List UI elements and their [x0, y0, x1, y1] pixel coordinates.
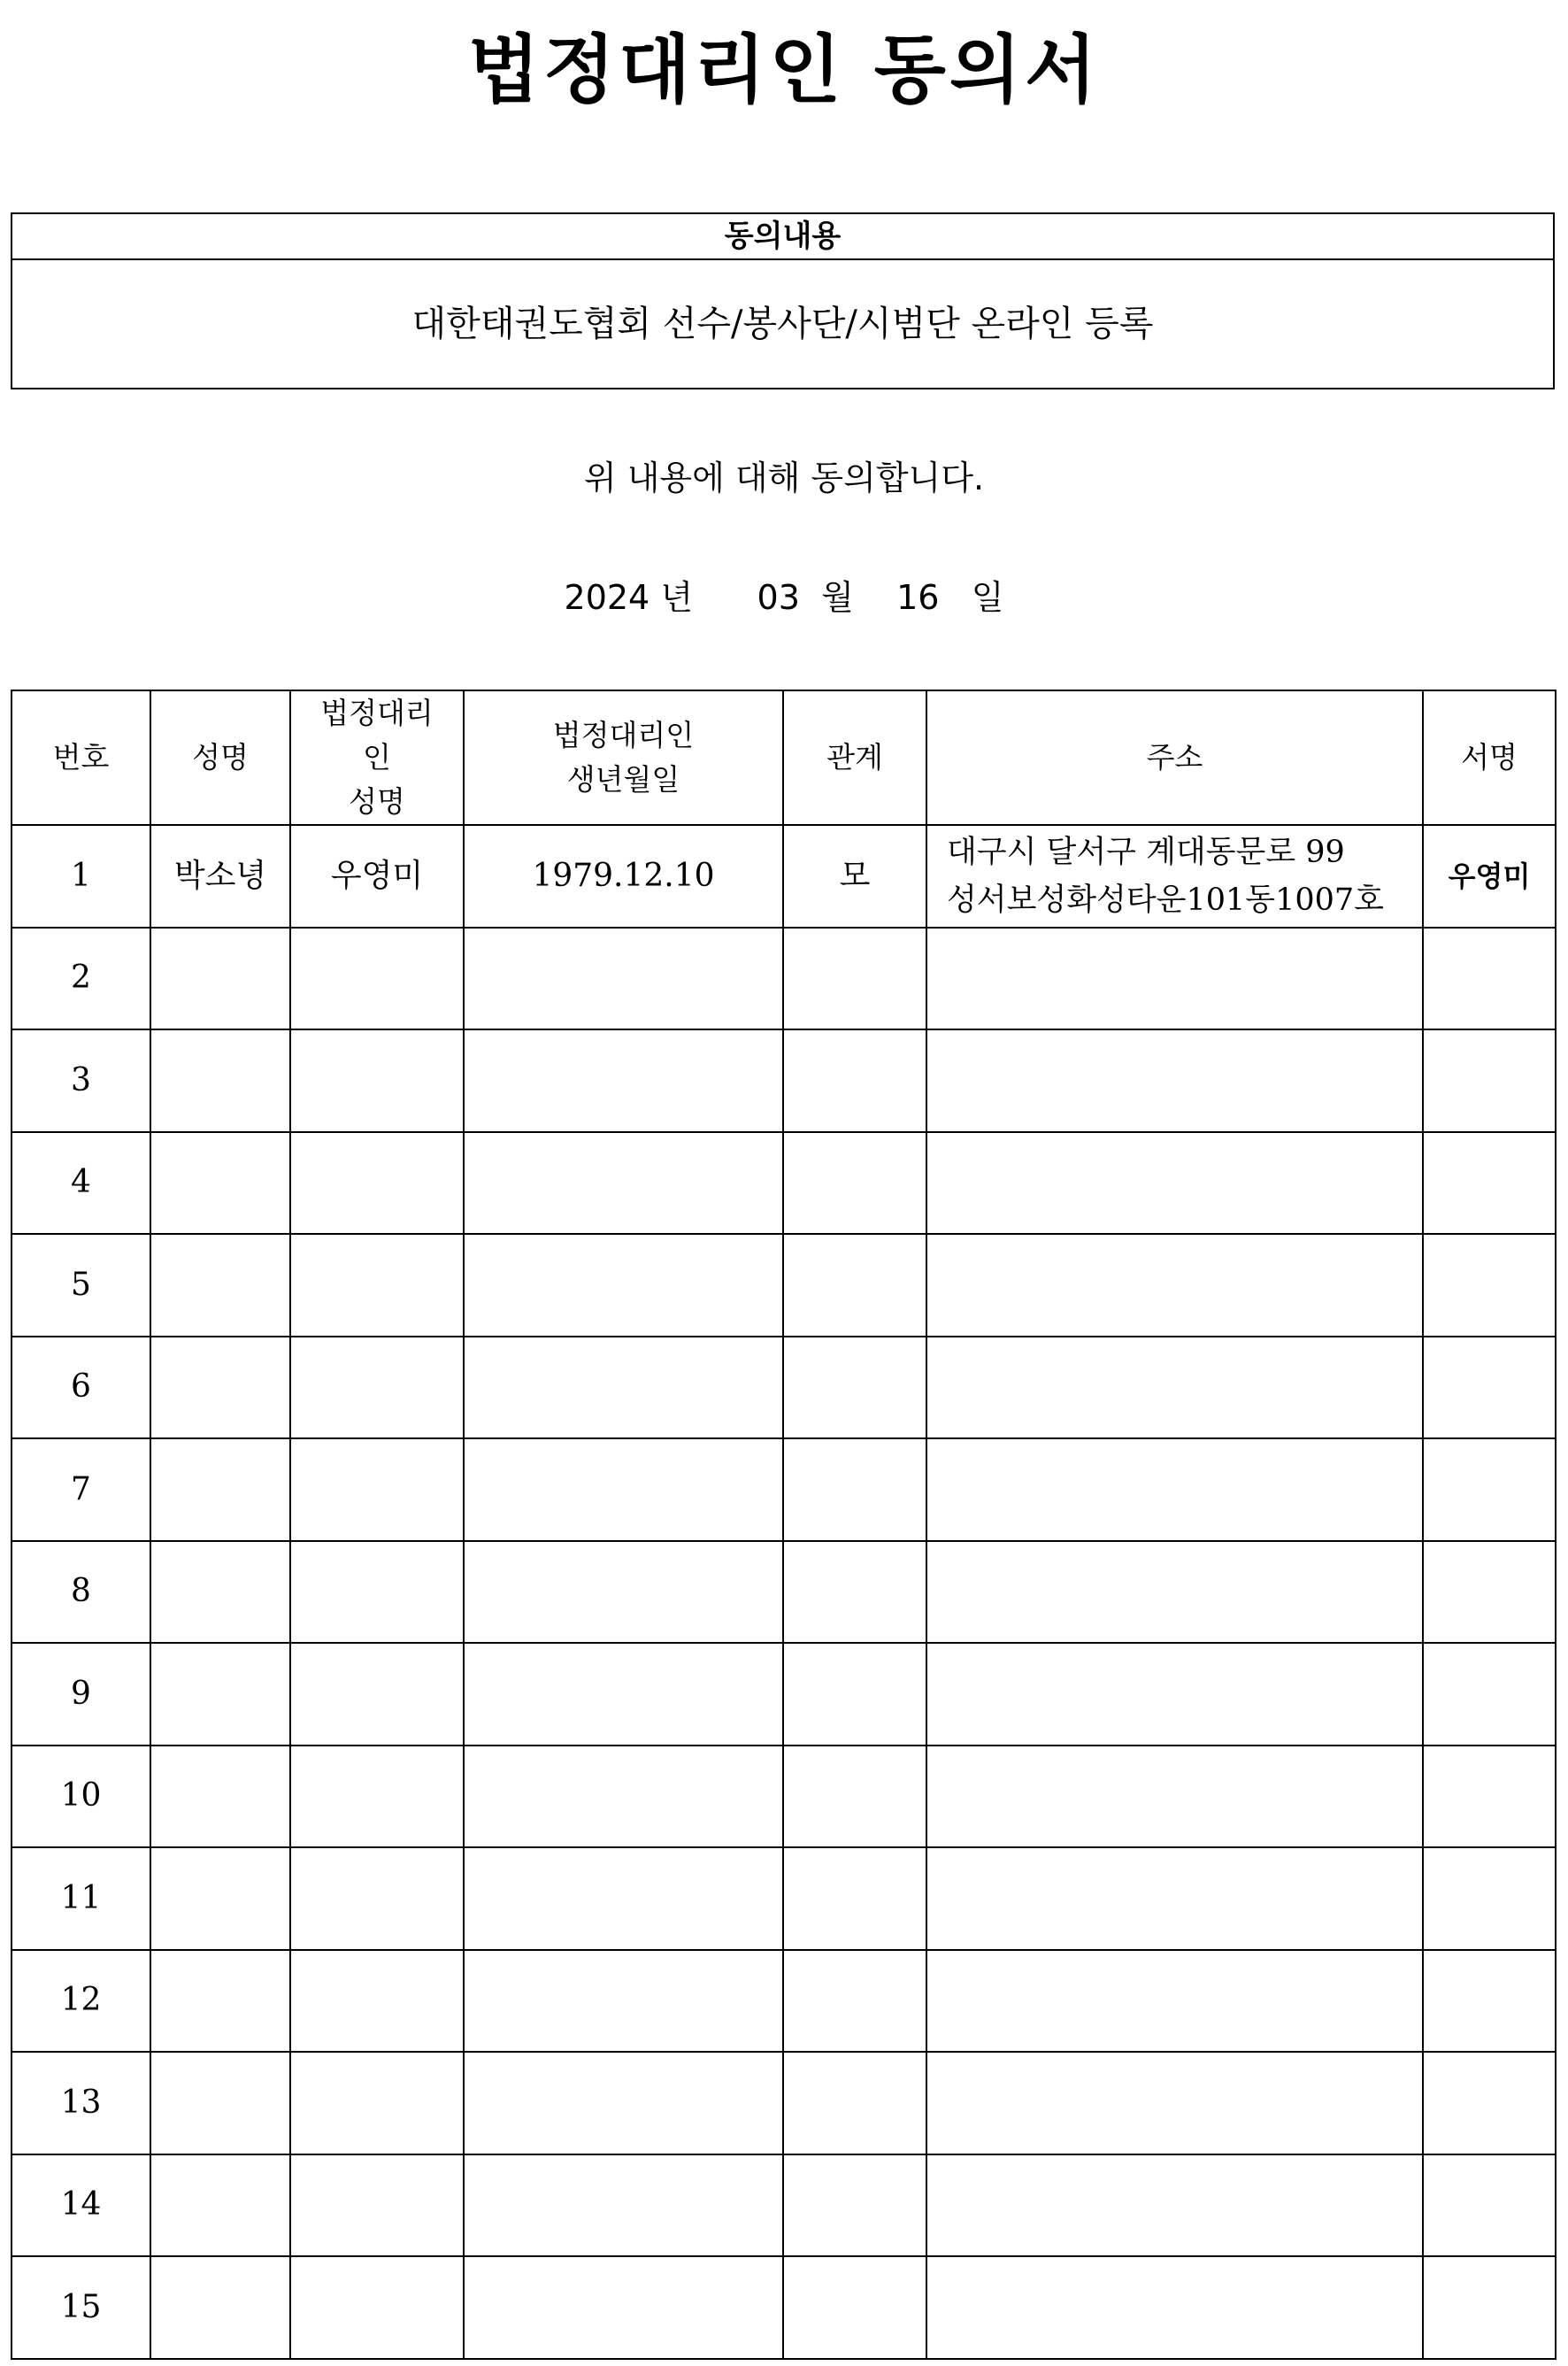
cell-guardian-name — [290, 928, 464, 1030]
cell-address — [926, 1643, 1423, 1746]
header-name: 성명 — [150, 690, 290, 825]
date-month: 03 — [757, 578, 800, 617]
cell-name — [150, 2154, 290, 2257]
cell-signature — [1423, 1234, 1556, 1337]
cell-relation — [783, 1847, 926, 1950]
cell-signature — [1423, 1132, 1556, 1235]
header-no: 번호 — [12, 690, 150, 825]
cell-address — [926, 2154, 1423, 2257]
date-day-unit: 일 — [971, 578, 1004, 617]
cell-name — [150, 1337, 290, 1439]
table-row — [12, 2256, 1556, 2359]
header-guardian-birth-line1: 법정대리인 — [552, 718, 695, 752]
date-month-unit: 월 — [821, 578, 854, 617]
cell-address — [926, 1234, 1423, 1337]
cell-name — [150, 1643, 290, 1746]
header-relation: 관계 — [783, 690, 926, 825]
cell-name — [150, 2052, 290, 2154]
header-address: 주소 — [926, 690, 1423, 825]
cell-guardian-name — [290, 1643, 464, 1746]
cell-guardian-name — [290, 1029, 464, 1132]
guardian-table — [11, 690, 1556, 2360]
table-row — [12, 1337, 1556, 1439]
cell-relation — [783, 1950, 926, 2053]
cell-address — [926, 1950, 1423, 2053]
cell-name — [150, 1541, 290, 1644]
cell-no: 7 — [12, 1438, 150, 1541]
cell-relation — [783, 2256, 926, 2359]
cell-guardian-name — [290, 1950, 464, 2053]
table-row — [12, 1541, 1556, 1644]
table-row — [12, 1950, 1556, 2053]
cell-guardian-birth — [464, 1438, 783, 1541]
cell-relation: 모 — [783, 825, 926, 928]
cell-no: 10 — [12, 1746, 150, 1848]
cell-guardian-name — [290, 2154, 464, 2257]
cell-no: 14 — [12, 2154, 150, 2257]
agreement-text: 위 내용에 대해 동의합니다. — [583, 459, 985, 497]
cell-guardian-birth — [464, 1132, 783, 1235]
date-day: 16 — [896, 578, 940, 617]
cell-address — [926, 1746, 1423, 1848]
cell-guardian-birth — [464, 2154, 783, 2257]
table-row — [12, 1643, 1556, 1746]
cell-relation — [783, 1337, 926, 1439]
cell-guardian-birth — [464, 2052, 783, 2154]
header-guardian-name-line2: 인 — [363, 740, 391, 775]
cell-guardian-name: 우영미 — [290, 825, 464, 928]
cell-name — [150, 2256, 290, 2359]
cell-name — [150, 928, 290, 1030]
cell-no: 8 — [12, 1541, 150, 1644]
cell-guardian-birth — [464, 1234, 783, 1337]
cell-guardian-birth — [464, 1950, 783, 2053]
cell-address-line1: 대구시 달서구 계대동문로 99 — [947, 834, 1345, 870]
cell-name — [150, 1438, 290, 1541]
cell-signature — [1423, 1029, 1556, 1132]
cell-no: 5 — [12, 1234, 150, 1337]
cell-no: 3 — [12, 1029, 150, 1132]
table-row — [12, 1234, 1556, 1337]
cell-guardian-birth — [464, 1847, 783, 1950]
cell-no: 1 — [12, 825, 150, 928]
cell-no: 12 — [12, 1950, 150, 2053]
cell-address — [926, 1337, 1423, 1439]
header-signature: 서명 — [1423, 690, 1556, 825]
cell-guardian-birth — [464, 1029, 783, 1132]
cell-signature — [1423, 2154, 1556, 2257]
cell-signature — [1423, 1541, 1556, 1644]
cell-signature — [1423, 1337, 1556, 1439]
cell-guardian-name — [290, 1847, 464, 1950]
cell-guardian-birth — [464, 1337, 783, 1439]
consent-box — [11, 212, 1555, 389]
cell-name — [150, 1029, 290, 1132]
cell-signature — [1423, 2052, 1556, 2154]
cell-guardian-name — [290, 2256, 464, 2359]
cell-address — [926, 1132, 1423, 1235]
header-guardian-name-line3: 성명 — [349, 784, 405, 819]
cell-relation — [783, 2154, 926, 2257]
cell-guardian-name — [290, 1337, 464, 1439]
consent-header: 동의내용 — [12, 214, 1553, 260]
cell-no: 2 — [12, 928, 150, 1030]
header-guardian-birth-line2: 생년월일 — [566, 762, 680, 797]
cell-no: 15 — [12, 2256, 150, 2359]
table-row — [12, 2154, 1556, 2257]
cell-signature: 우영미 — [1423, 825, 1556, 928]
cell-guardian-name — [290, 2052, 464, 2154]
cell-guardian-birth — [464, 2256, 783, 2359]
table-header-row — [12, 690, 1556, 825]
header-guardian-name — [290, 690, 464, 825]
cell-no: 9 — [12, 1643, 150, 1746]
cell-address — [926, 928, 1423, 1030]
table-body — [12, 825, 1556, 2359]
cell-name — [150, 1234, 290, 1337]
cell-no: 4 — [12, 1132, 150, 1235]
cell-address — [926, 1438, 1423, 1541]
consent-content: 대한태권도협회 선수/봉사단/시범단 온라인 등록 — [411, 304, 1154, 344]
cell-address — [926, 1847, 1423, 1950]
cell-guardian-birth — [464, 928, 783, 1030]
cell-name — [150, 1847, 290, 1950]
cell-address — [926, 1029, 1423, 1132]
cell-no: 13 — [12, 2052, 150, 2154]
header-guardian-birth — [464, 690, 783, 825]
date-year-unit: 년 — [660, 578, 694, 617]
cell-address — [926, 2052, 1423, 2154]
cell-relation — [783, 1029, 926, 1132]
cell-guardian-name — [290, 1541, 464, 1644]
cell-relation — [783, 1643, 926, 1746]
document-title: 법정대리인 동의서 — [467, 27, 1101, 113]
cell-guardian-name — [290, 1234, 464, 1337]
table-row — [12, 1029, 1556, 1132]
cell-guardian-name — [290, 1746, 464, 1848]
table-row — [12, 1847, 1556, 1950]
cell-signature — [1423, 1847, 1556, 1950]
header-guardian-name-line1: 법정대리 — [320, 696, 434, 730]
cell-name — [150, 1950, 290, 2053]
cell-address — [926, 825, 1423, 928]
cell-guardian-name — [290, 1132, 464, 1235]
cell-signature — [1423, 1950, 1556, 2053]
cell-no: 11 — [12, 1847, 150, 1950]
cell-relation — [783, 1438, 926, 1541]
cell-name — [150, 1746, 290, 1848]
cell-guardian-name — [290, 1438, 464, 1541]
cell-signature — [1423, 1643, 1556, 1746]
cell-relation — [783, 1746, 926, 1848]
cell-relation — [783, 2052, 926, 2154]
cell-address — [926, 2256, 1423, 2359]
table-row — [12, 928, 1556, 1030]
cell-relation — [783, 1132, 926, 1235]
cell-address — [926, 1541, 1423, 1644]
cell-guardian-birth: 1979.12.10 — [464, 825, 783, 928]
cell-relation — [783, 1541, 926, 1644]
table-row — [12, 1132, 1556, 1235]
cell-no: 6 — [12, 1337, 150, 1439]
table-row — [12, 2052, 1556, 2154]
cell-relation — [783, 1234, 926, 1337]
cell-name: 박소녕 — [150, 825, 290, 928]
cell-relation — [783, 928, 926, 1030]
cell-signature — [1423, 1746, 1556, 1848]
date-year: 2024 — [564, 578, 650, 617]
cell-name — [150, 1132, 290, 1235]
cell-guardian-birth — [464, 1643, 783, 1746]
date-line — [0, 571, 1568, 624]
cell-signature — [1423, 928, 1556, 1030]
cell-signature — [1423, 1438, 1556, 1541]
table-row — [12, 825, 1556, 928]
cell-address-line2: 성서보성화성타운101동1007호 — [947, 882, 1384, 918]
table-row — [12, 1746, 1556, 1848]
cell-guardian-birth — [464, 1746, 783, 1848]
cell-guardian-birth — [464, 1541, 783, 1644]
cell-signature — [1423, 2256, 1556, 2359]
table-row — [12, 1438, 1556, 1541]
